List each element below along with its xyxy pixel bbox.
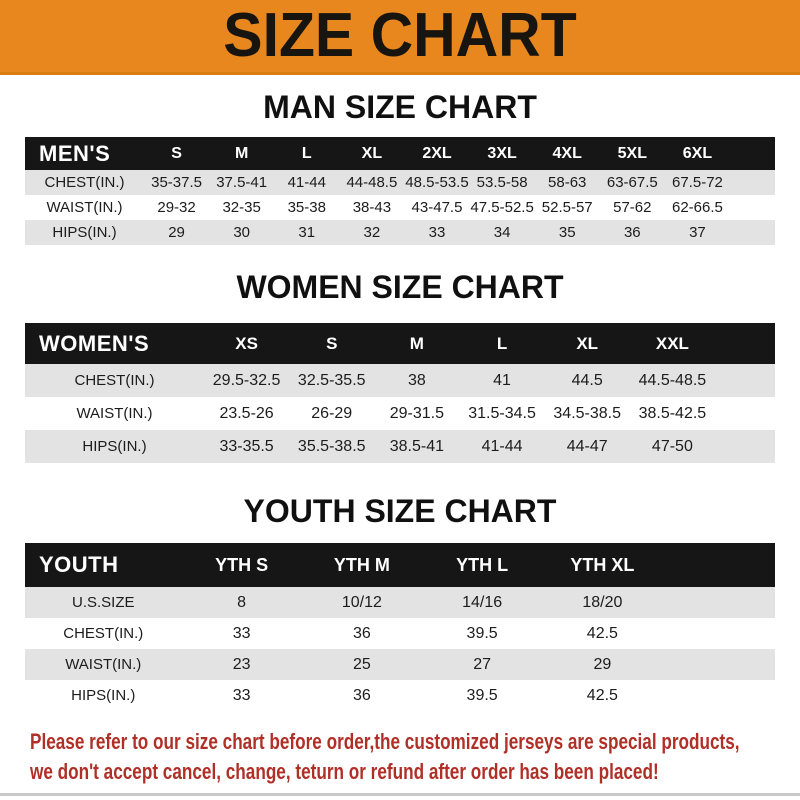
- spacer-cell: [663, 680, 776, 711]
- value-cell: 18/20: [542, 587, 662, 618]
- size-header-cell: XL: [545, 323, 630, 364]
- value-cell: 29: [144, 220, 209, 245]
- size-header-cell: L: [274, 137, 339, 170]
- row-label-cell: CHEST(IN.): [25, 364, 204, 397]
- value-cell: 35: [535, 220, 600, 245]
- value-cell: 30: [209, 220, 274, 245]
- row-label-cell: HIPS(IN.): [25, 430, 204, 463]
- value-cell: 39.5: [466, 624, 498, 642]
- value-cell: 36: [600, 220, 665, 245]
- value-cell: 41-44: [459, 430, 544, 463]
- value-cell: 34: [470, 220, 535, 245]
- value-cell: 8: [182, 587, 302, 618]
- value-cell: 44-47: [545, 430, 630, 463]
- size-header-cell: YTH S: [182, 543, 302, 587]
- value-cell: 29-31.5: [389, 404, 445, 422]
- table-row: [25, 220, 775, 245]
- size-header-cell: 3XL: [470, 137, 535, 170]
- value-cell: 35.5-38.5: [289, 430, 374, 463]
- value-cell: 38: [374, 364, 459, 397]
- value-cell: 29.5-32.5: [204, 364, 289, 397]
- size-chart-title: SIZE CHART: [223, 1, 577, 70]
- spacer-cell: [715, 430, 775, 463]
- table-header-row: [25, 323, 775, 364]
- value-cell: 44-48.5: [339, 170, 404, 195]
- table-row: [25, 364, 775, 397]
- row-label-cell: U.S.SIZE: [25, 587, 182, 618]
- notice-line-1: Please refer to our size chart before order,the customized jerseys are special products,: [30, 729, 740, 754]
- size-header-cell: YTH L: [422, 543, 542, 587]
- spacer-cell: [730, 220, 775, 245]
- spacer-cell: [730, 170, 775, 195]
- row-label-cell: HIPS(IN.): [71, 687, 136, 704]
- table-row: [25, 430, 775, 463]
- youth-size-chart-heading: [0, 493, 800, 529]
- row-label-cell: CHEST(IN.): [25, 170, 144, 195]
- value-cell: 32: [339, 220, 404, 245]
- row-label-cell: CHEST(IN.): [63, 625, 144, 642]
- value-cell: 10/12: [302, 587, 422, 618]
- row-label-cell: HIPS(IN.): [25, 220, 144, 245]
- row-label-cell: WAIST(IN.): [25, 649, 182, 680]
- notice-line-2: we don't accept cancel, change, teturn or refund after order has been placed!: [30, 759, 659, 784]
- value-cell: 57-62: [613, 199, 652, 216]
- value-cell: 31.5-34.5: [468, 404, 536, 422]
- size-header-cell: 5XL: [600, 137, 665, 170]
- value-cell: 38-43: [352, 199, 392, 216]
- value-cell: 25: [302, 649, 422, 680]
- spacer-cell: [715, 364, 775, 397]
- value-cell: 29-32: [157, 199, 196, 216]
- table-title-cell: WOMEN'S: [25, 323, 204, 364]
- size-header-cell: M: [374, 323, 459, 364]
- table-header-row: [25, 137, 775, 170]
- table-title-cell: MEN'S: [25, 137, 144, 170]
- value-cell: 27: [422, 649, 542, 680]
- table-row: [25, 618, 775, 649]
- value-cell: 23: [182, 649, 302, 680]
- value-cell: 33: [232, 624, 251, 642]
- table-title-cell: YOUTH: [25, 543, 182, 587]
- value-cell: 35-38: [287, 199, 326, 216]
- value-cell: 67.5-72: [665, 170, 730, 195]
- value-cell: 39.5: [466, 686, 498, 704]
- value-cell: 36: [352, 686, 371, 704]
- table-row: [25, 587, 775, 618]
- men-size-table: [25, 137, 775, 245]
- size-header-cell: YTH XL: [542, 543, 662, 587]
- footer-notice: [30, 727, 800, 787]
- value-cell: 44.5: [545, 364, 630, 397]
- value-cell: 31: [274, 220, 339, 245]
- women-size-table: [25, 323, 775, 463]
- youth-size-chart-heading-text: YOUTH SIZE CHART: [243, 493, 557, 529]
- size-chart-banner: [0, 0, 800, 75]
- man-size-chart-heading-text: MAN SIZE CHART: [263, 89, 537, 125]
- value-cell: 37.5-41: [209, 170, 274, 195]
- table-row: [25, 680, 775, 711]
- spacer-cell: [730, 137, 775, 170]
- value-cell: 43-47.5: [411, 199, 463, 216]
- value-cell: 38.5-42.5: [638, 404, 707, 422]
- size-header-cell: S: [289, 323, 374, 364]
- value-cell: 33: [232, 686, 251, 704]
- value-cell: 32-35: [222, 199, 261, 216]
- size-header-cell: YTH M: [302, 543, 422, 587]
- value-cell: 47.5-52.5: [470, 199, 534, 216]
- value-cell: 33-35.5: [204, 430, 289, 463]
- value-cell: 53.5-58: [470, 170, 535, 195]
- size-header-cell: XS: [204, 323, 289, 364]
- table-row: [25, 649, 775, 680]
- value-cell: 14/16: [422, 587, 542, 618]
- row-label-cell: WAIST(IN.): [46, 199, 123, 216]
- value-cell: 38.5-41: [374, 430, 459, 463]
- women-size-chart-heading-text: WOMEN SIZE CHART: [236, 269, 564, 305]
- bottom-divider: [0, 793, 800, 796]
- value-cell: 41: [459, 364, 544, 397]
- value-cell: 35-37.5: [144, 170, 209, 195]
- value-cell: 32.5-35.5: [289, 364, 374, 397]
- value-cell: 23.5-26: [219, 404, 274, 422]
- value-cell: 48.5-53.5: [404, 170, 469, 195]
- spacer-cell: [730, 195, 775, 220]
- value-cell: 44.5-48.5: [630, 364, 715, 397]
- spacer-cell: [715, 323, 775, 364]
- value-cell: 42.5: [586, 624, 618, 642]
- row-label-cell: WAIST(IN.): [76, 405, 153, 422]
- size-header-cell: L: [459, 323, 544, 364]
- value-cell: 63-67.5: [600, 170, 665, 195]
- spacer-cell: [715, 397, 775, 430]
- table-header-row: [25, 543, 775, 587]
- spacer-cell: [663, 649, 776, 680]
- size-header-cell: S: [144, 137, 209, 170]
- value-cell: 42.5: [586, 686, 618, 704]
- size-header-cell: XXL: [630, 323, 715, 364]
- spacer-cell: [663, 587, 776, 618]
- size-header-cell: 4XL: [535, 137, 600, 170]
- spacer-cell: [663, 543, 776, 587]
- value-cell: 52.5-57: [541, 199, 593, 216]
- value-cell: 58-63: [535, 170, 600, 195]
- value-cell: 47-50: [630, 430, 715, 463]
- size-header-cell: XL: [339, 137, 404, 170]
- value-cell: 62-66.5: [672, 199, 723, 216]
- size-header-cell: M: [209, 137, 274, 170]
- value-cell: 34.5-38.5: [553, 404, 621, 422]
- man-size-chart-heading: [0, 89, 800, 125]
- value-cell: 29: [542, 649, 662, 680]
- youth-size-table: [25, 543, 775, 711]
- spacer-cell: [663, 618, 776, 649]
- value-cell: 41-44: [274, 170, 339, 195]
- size-header-cell: 6XL: [665, 137, 730, 170]
- size-header-cell: 2XL: [404, 137, 469, 170]
- women-size-chart-heading: [0, 269, 800, 305]
- value-cell: 26-29: [311, 404, 353, 422]
- value-cell: 36: [352, 624, 371, 642]
- value-cell: 37: [665, 220, 730, 245]
- table-row: [25, 397, 775, 430]
- value-cell: 33: [404, 220, 469, 245]
- table-row: [25, 170, 775, 195]
- table-row: [25, 195, 775, 220]
